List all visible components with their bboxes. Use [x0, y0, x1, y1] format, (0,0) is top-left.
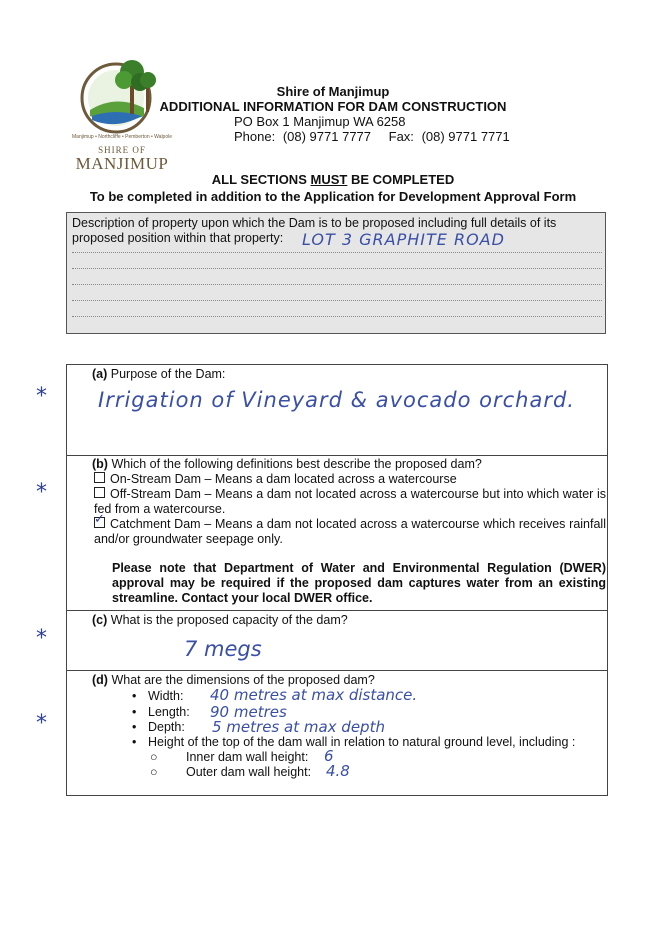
logo-towns: Manjimup • Northcliffe • Pemberton • Walpole	[72, 134, 173, 140]
dwer-note: Please note that Department of Water and Environmental Regulation (DWER) approval may be required if the proposed dam captures water from an existing streamline. Contact your local DWER office.	[112, 561, 606, 605]
phone-label: Phone:	[234, 129, 276, 144]
on-stream-checkbox[interactable]	[94, 472, 105, 483]
margin-asterisk-b: *	[36, 480, 47, 505]
divider-b-c	[66, 610, 608, 611]
off-stream-checkbox[interactable]	[94, 487, 105, 498]
question-a-text: Purpose of the Dam:	[110, 367, 226, 381]
question-a-prefix: (a)	[92, 367, 108, 381]
question-b-text: Which of the following definitions best describe the proposed dam?	[111, 457, 482, 471]
description-label-line2: proposed position within that property:	[72, 231, 284, 245]
all-sections-notice	[0, 172, 666, 187]
description-line-2	[72, 268, 602, 269]
inner-height-label: Inner dam wall height:	[186, 750, 309, 764]
question-d-prefix: (d)	[92, 673, 108, 687]
description-label-line1: Description of property upon which the Dam is to be proposed including full details of its	[72, 216, 557, 230]
question-c	[92, 613, 348, 627]
height-label: Height of the top of the dam wall in relation to natural ground level, including :	[148, 735, 576, 749]
description-answer[interactable]: LOT 3 GRAPHITE ROAD	[302, 230, 505, 249]
org-name: Shire of Manjimup	[276, 84, 390, 99]
option-catchment[interactable]	[94, 517, 606, 547]
divider-c-d	[66, 670, 608, 671]
margin-asterisk-d: *	[36, 711, 47, 736]
question-b-prefix: (b)	[92, 457, 108, 471]
question-d-text: What are the dimensions of the proposed dam?	[111, 673, 375, 687]
description-line-1	[72, 252, 602, 253]
length-row: • Length:	[132, 705, 190, 719]
off-stream-label: Off-Stream Dam – Means a dam not located across a watercourse but into which water is fed from a watercourse.	[94, 487, 606, 516]
fax-number: (08) 9771 7771	[421, 129, 510, 144]
length-label: Length:	[148, 705, 190, 719]
fax-label: Fax:	[388, 129, 414, 144]
description-line-3	[72, 284, 602, 285]
width-label: Width:	[148, 689, 184, 703]
inner-height-answer[interactable]: 6	[324, 747, 334, 765]
question-d	[92, 673, 375, 687]
on-stream-label: On-Stream Dam – Means a dam located across a watercourse	[110, 472, 457, 486]
answer-a[interactable]: Irrigation of Vineyard & avocado orchard.	[98, 388, 575, 412]
divider-a-b	[66, 455, 608, 456]
catchment-checkbox[interactable]	[94, 517, 105, 528]
depth-answer[interactable]: 5 metres at max depth	[212, 718, 385, 736]
org-address: PO Box 1 Manjimup WA 6258	[234, 114, 406, 129]
depth-row: • Depth:	[132, 720, 185, 734]
description-line-5	[72, 316, 602, 317]
answer-c[interactable]: 7 megs	[184, 637, 262, 661]
question-c-prefix: (c)	[92, 613, 108, 627]
logo-brand-line1: SHIRE OF	[98, 145, 146, 155]
height-row: • Height of the top of the dam wall in relation to natural ground level, including :	[132, 735, 576, 749]
length-answer[interactable]: 90 metres	[210, 703, 287, 721]
notice-suffix: BE COMPLETED	[347, 172, 455, 187]
logo-brand-line2: MANJIMUP	[75, 154, 169, 173]
notice-prefix: ALL SECTIONS	[211, 172, 311, 187]
question-c-text: What is the proposed capacity of the dam?	[110, 613, 348, 627]
notice-emphasis: MUST	[310, 172, 348, 187]
contact-line	[234, 129, 510, 144]
completion-instruction: To be completed in addition to the Application for Development Approval Form	[89, 189, 577, 204]
width-answer[interactable]: 40 metres at max distance.	[210, 686, 418, 704]
margin-asterisk-a: *	[36, 384, 47, 409]
outer-height-answer[interactable]: 4.8	[326, 762, 350, 780]
form-title: ADDITIONAL INFORMATION FOR DAM CONSTRUCTION	[159, 99, 507, 114]
catchment-label: Catchment Dam – Means a dam not located across a watercourse which receives rainfall and/or groundwater seepage only.	[94, 517, 606, 546]
inner-height-row: ○ Inner dam wall height:	[150, 750, 309, 764]
description-line-4	[72, 300, 602, 301]
question-a	[92, 367, 225, 381]
depth-label: Depth:	[148, 720, 185, 734]
width-row: • Width:	[132, 689, 184, 703]
phone-number: (08) 9771 7777	[282, 129, 372, 144]
outer-height-label: Outer dam wall height:	[186, 765, 312, 779]
outer-height-row: ○ Outer dam wall height:	[150, 765, 312, 779]
option-on-stream[interactable]	[94, 472, 606, 487]
margin-asterisk-c: *	[36, 626, 47, 651]
question-b	[92, 457, 482, 471]
option-off-stream[interactable]	[94, 487, 606, 517]
